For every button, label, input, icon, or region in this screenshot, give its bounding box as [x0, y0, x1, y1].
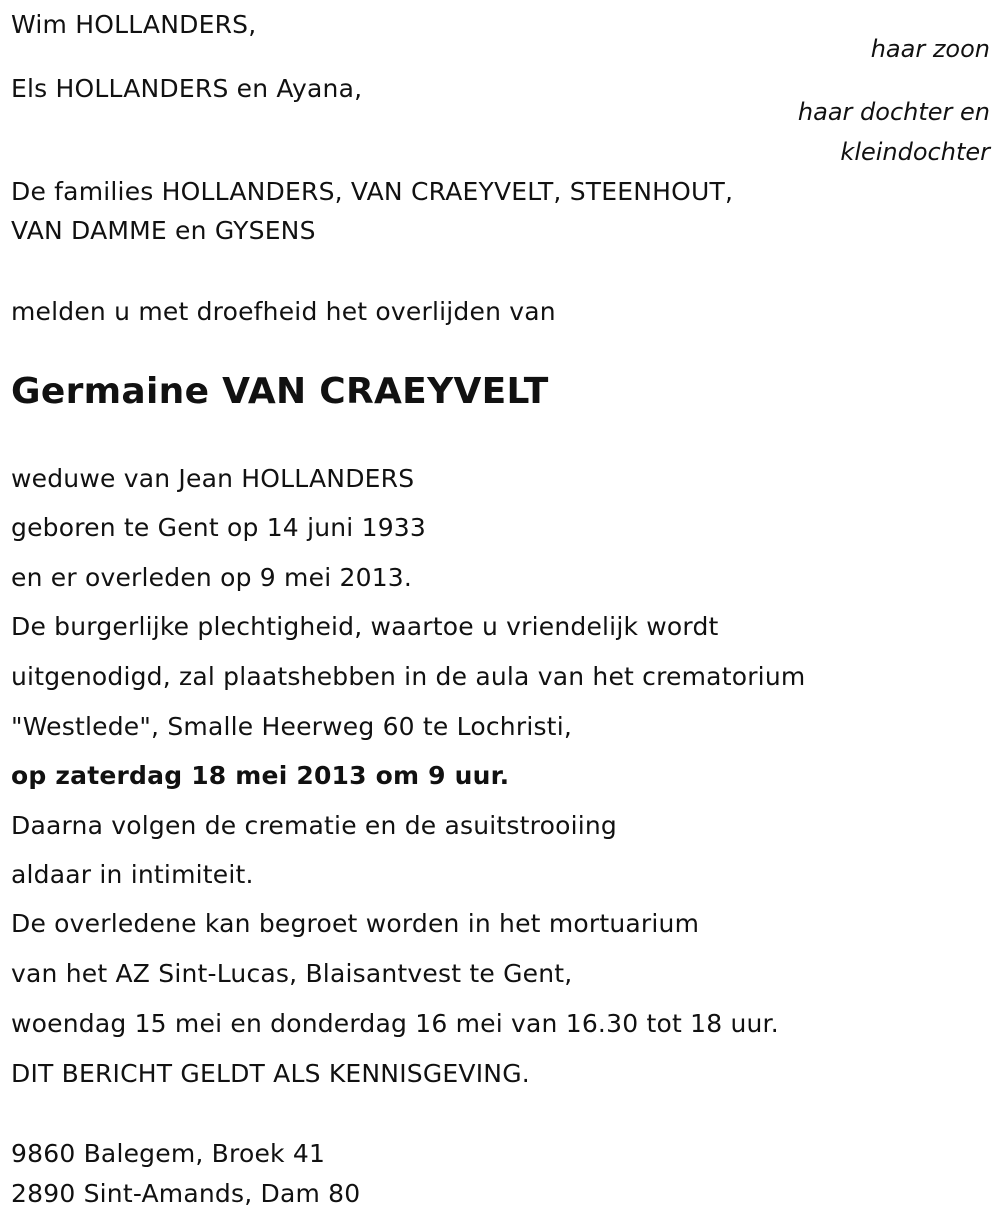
- ceremony-date: op zaterdag 18 mei 2013 om 9 uur.: [11, 761, 510, 790]
- detail-line: woendag 15 mei en donderdag 16 mei van 16.30 tot 18 uur.: [11, 1009, 779, 1038]
- detail-line: "Westlede", Smalle Heerweg 60 te Lochristi,: [11, 712, 572, 741]
- families-line-1: De families HOLLANDERS, VAN CRAEYVELT, STEENHOUT,: [11, 177, 734, 206]
- mourner-son-name: Wim HOLLANDERS,: [11, 10, 257, 39]
- detail-line: De overledene kan begroet worden in het mortuarium: [11, 909, 700, 938]
- notice-statement: DIT BERICHT GELDT ALS KENNISGEVING.: [11, 1059, 530, 1088]
- mourner-daughter-relation-2: kleindochter: [840, 138, 990, 166]
- deceased-name: Germaine VAN CRAEYVELT: [11, 371, 549, 412]
- address-line: 2890 Sint-Amands, Dam 80: [11, 1179, 361, 1208]
- mourner-daughter-name: Els HOLLANDERS en Ayana,: [11, 74, 363, 103]
- detail-line: aldaar in intimiteit.: [11, 860, 254, 889]
- mourner-son-relation: haar zoon: [870, 35, 990, 63]
- announcement-text: melden u met droefheid het overlijden van: [11, 297, 556, 326]
- detail-line: weduwe van Jean HOLLANDERS: [11, 464, 415, 493]
- mourner-daughter-relation-1: haar dochter en: [797, 98, 990, 126]
- detail-line: en er overleden op 9 mei 2013.: [11, 563, 413, 592]
- families-line-2: VAN DAMME en GYSENS: [11, 216, 316, 245]
- detail-line: Daarna volgen de crematie en de asuitstrooiing: [11, 811, 617, 840]
- detail-line: van het AZ Sint-Lucas, Blaisantvest te Gent,: [11, 959, 573, 988]
- address-line: 9860 Balegem, Broek 41: [11, 1139, 326, 1168]
- detail-line: geboren te Gent op 14 juni 1933: [11, 513, 427, 542]
- detail-line: uitgenodigd, zal plaatshebben in de aula van het crematorium: [11, 662, 806, 691]
- detail-line: De burgerlijke plechtigheid, waartoe u vriendelijk wordt: [11, 612, 719, 641]
